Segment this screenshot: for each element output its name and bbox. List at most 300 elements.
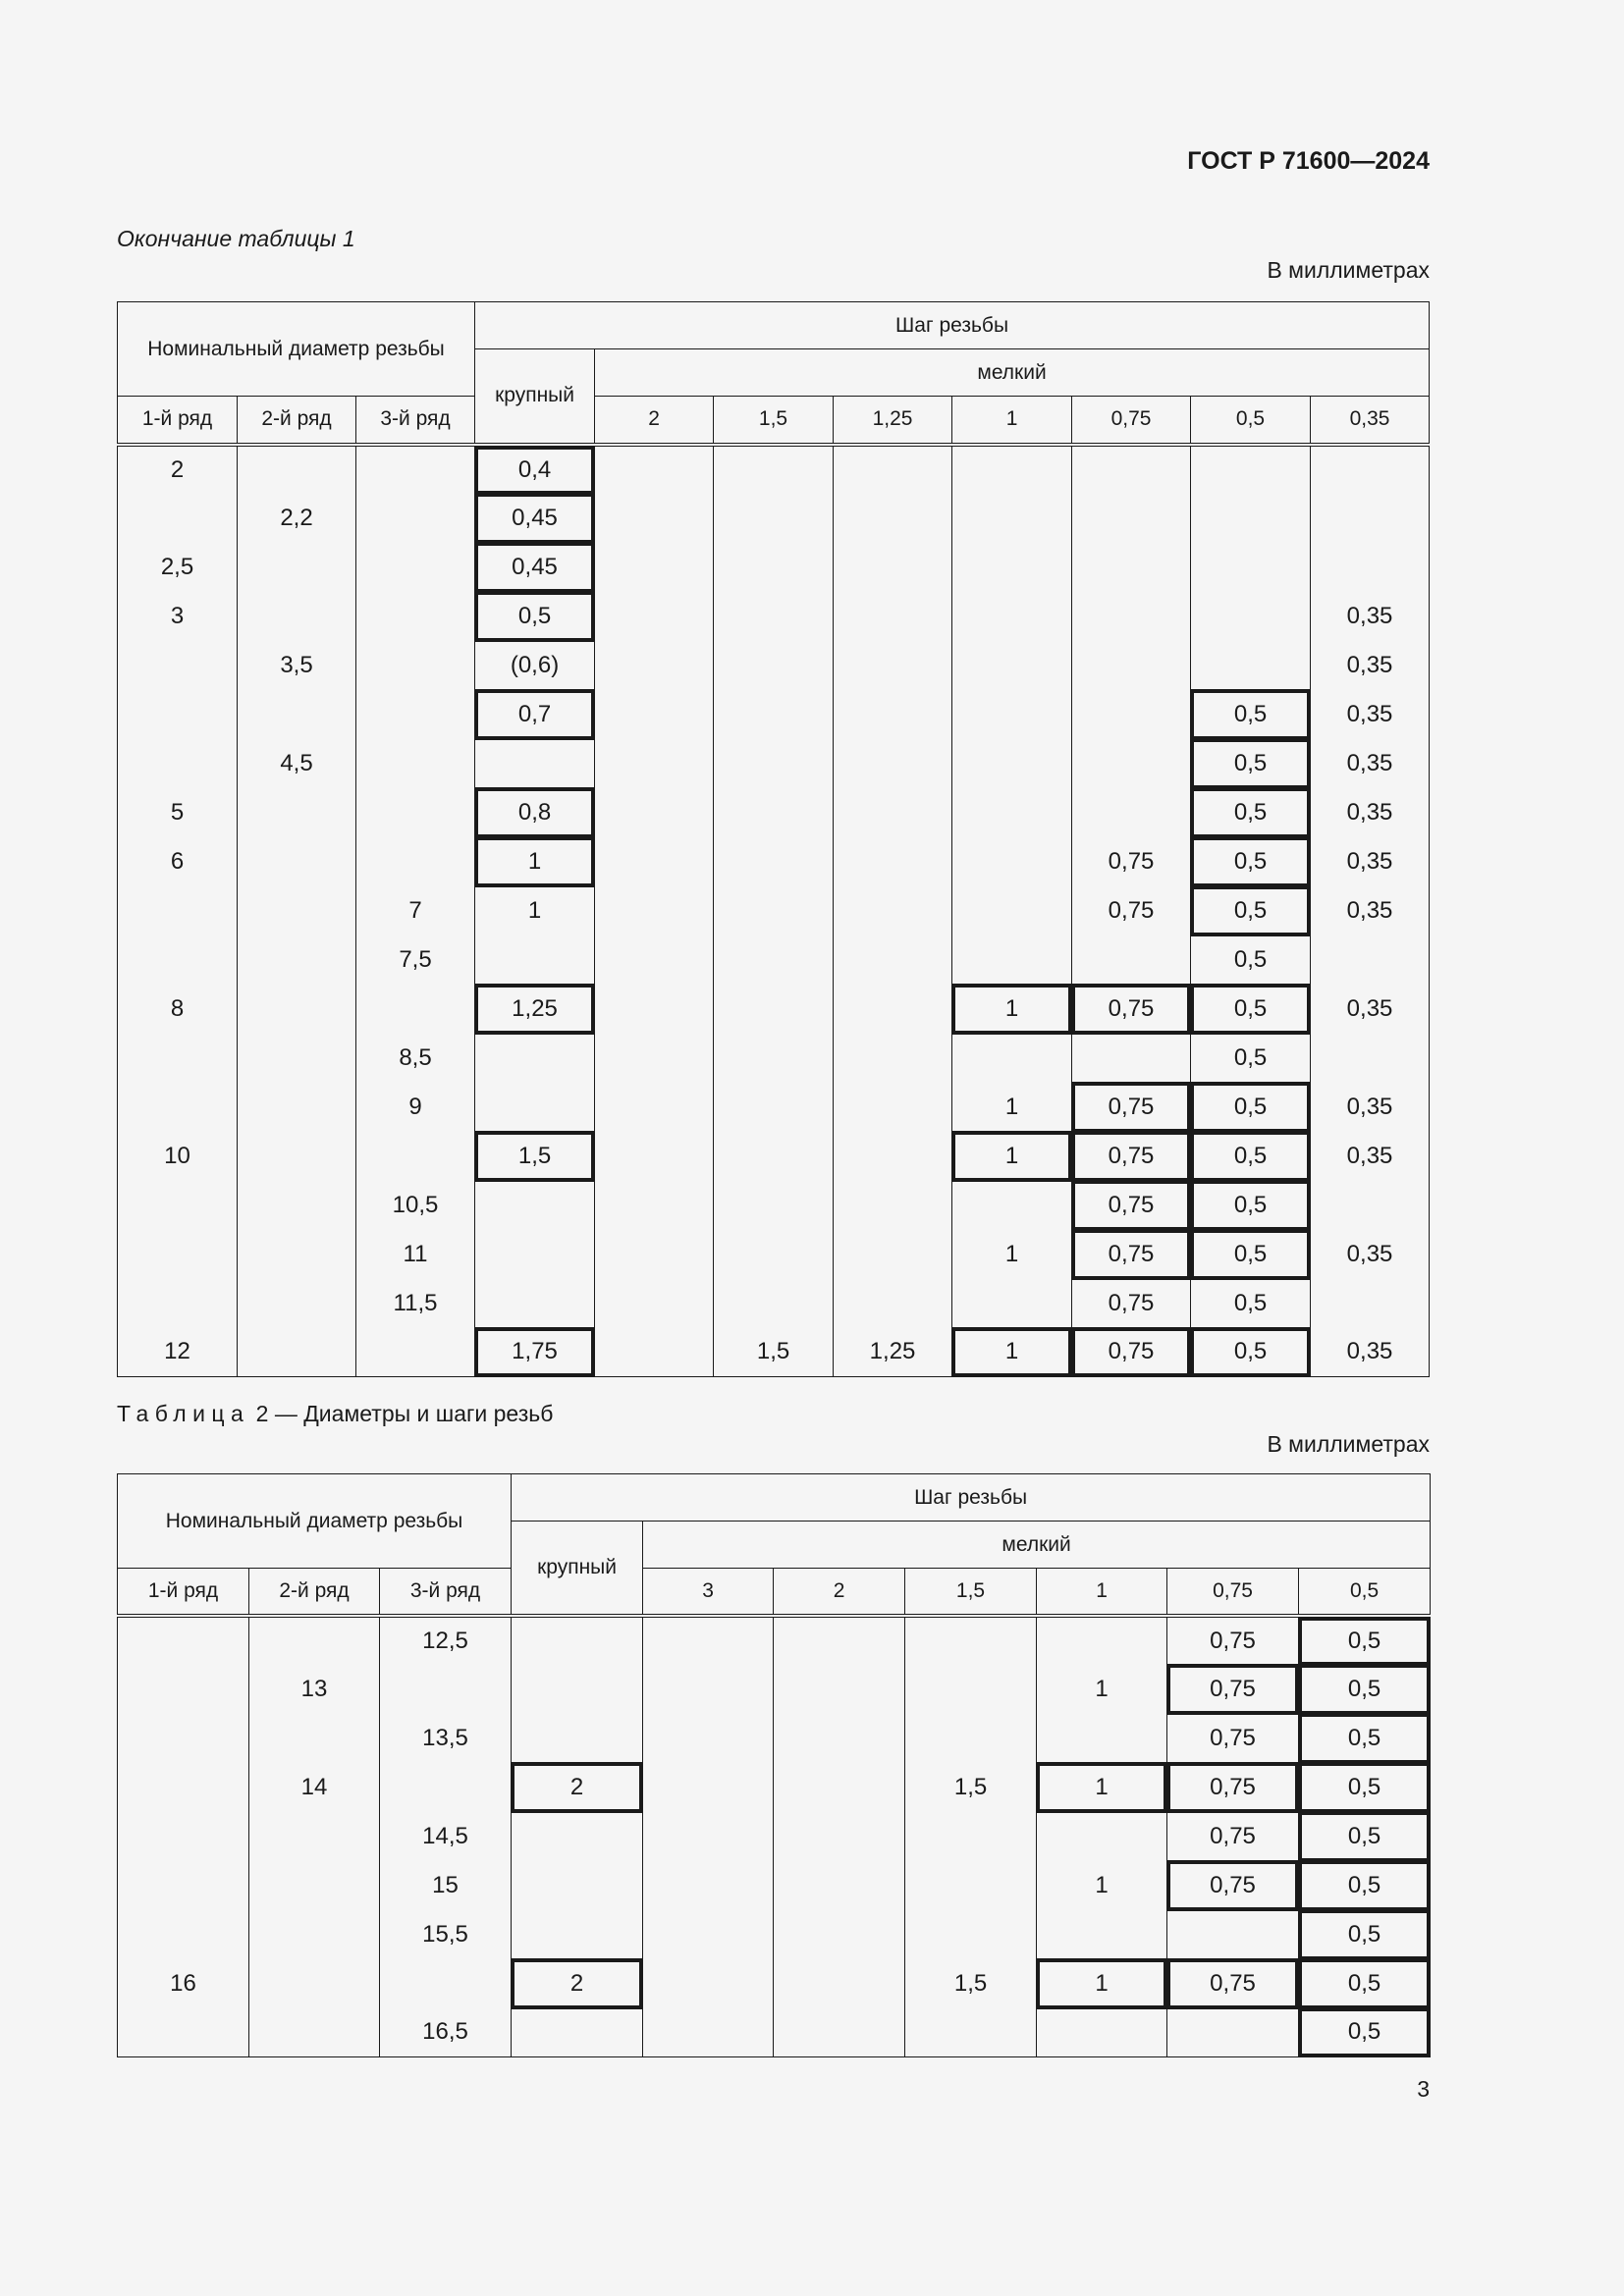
table-cell — [1191, 445, 1311, 494]
table-cell — [1037, 1714, 1167, 1763]
table-row — [118, 985, 1430, 1034]
header-fine-col: 1,25 — [834, 397, 952, 445]
table-cell — [238, 1132, 356, 1181]
table-cell — [952, 1181, 1072, 1230]
table-cell — [952, 788, 1072, 837]
table-row — [118, 1230, 1430, 1279]
table-cell — [643, 1714, 774, 1763]
table-cell: 0,5 — [1191, 985, 1311, 1034]
table-cell — [1072, 1034, 1191, 1083]
table1 — [117, 301, 1430, 1377]
table-row — [118, 1083, 1430, 1132]
header-fine: мелкий — [643, 1522, 1431, 1569]
table-cell — [952, 494, 1072, 543]
header-fine-col: 1 — [952, 397, 1072, 445]
table-cell — [238, 985, 356, 1034]
table-cell — [774, 1616, 905, 1665]
table-cell: 0,5 — [1299, 1861, 1431, 1910]
table-cell: 1,5 — [905, 1959, 1037, 2008]
table-cell — [714, 739, 834, 788]
table-cell — [834, 445, 952, 494]
table-cell — [714, 1279, 834, 1328]
table-cell — [714, 543, 834, 592]
table-cell — [249, 2008, 380, 2057]
header-fine-col: 2 — [774, 1569, 905, 1616]
table-cell — [595, 543, 714, 592]
table-cell — [238, 1181, 356, 1230]
table-cell — [643, 1812, 774, 1861]
table-cell — [1072, 543, 1191, 592]
table-cell — [118, 1279, 238, 1328]
table-row — [118, 1328, 1430, 1377]
table-cell — [1037, 1910, 1167, 1959]
table1-body — [118, 445, 1430, 1377]
table-cell: 0,45 — [475, 494, 595, 543]
table-row — [118, 788, 1430, 837]
table-cell — [1167, 1910, 1299, 1959]
table-cell — [356, 494, 475, 543]
table-cell: 1,25 — [834, 1328, 952, 1377]
table-cell: 1 — [1037, 1861, 1167, 1910]
table-cell — [595, 1132, 714, 1181]
table-cell: 1,5 — [475, 1132, 595, 1181]
table-cell: 1 — [1037, 1763, 1167, 1812]
header-fine-col: 0,5 — [1299, 1569, 1431, 1616]
table-cell — [952, 739, 1072, 788]
table-cell — [1072, 445, 1191, 494]
table-cell — [356, 837, 475, 886]
table-cell: 0,35 — [1311, 641, 1430, 690]
table-cell — [238, 1034, 356, 1083]
table-cell: 0,5 — [1299, 1665, 1431, 1714]
table-cell — [595, 1279, 714, 1328]
table-cell — [238, 543, 356, 592]
table-cell — [834, 592, 952, 641]
table-cell — [952, 445, 1072, 494]
table-cell — [356, 985, 475, 1034]
table-cell — [714, 641, 834, 690]
header-thread-pitch: Шаг резьбы — [475, 302, 1430, 349]
table-cell: 12,5 — [380, 1616, 512, 1665]
table-row — [118, 445, 1430, 494]
table-cell: 0,75 — [1072, 1328, 1191, 1377]
table-cell — [1191, 592, 1311, 641]
table-cell: 0,8 — [475, 788, 595, 837]
header-row-2: 2-й ряд — [249, 1569, 380, 1616]
table-cell: 15,5 — [380, 1910, 512, 1959]
table-cell: (0,6) — [475, 641, 595, 690]
table-row — [118, 1665, 1431, 1714]
table-cell: 0,75 — [1072, 1230, 1191, 1279]
table-cell — [952, 543, 1072, 592]
table-cell — [774, 1714, 905, 1763]
table-cell: 0,4 — [475, 445, 595, 494]
table-cell: 0,5 — [1191, 1181, 1311, 1230]
table-row — [118, 1763, 1431, 1812]
table-cell — [774, 1812, 905, 1861]
table-cell — [643, 1616, 774, 1665]
table-cell — [714, 837, 834, 886]
table-cell: 0,5 — [475, 592, 595, 641]
table-cell — [714, 1083, 834, 1132]
table-cell — [834, 985, 952, 1034]
table1-caption: Окончание таблицы 1 — [117, 226, 355, 251]
table-cell: 0,75 — [1072, 886, 1191, 935]
standard-designation: ГОСТ Р 71600—2024 — [1187, 147, 1430, 175]
table-cell — [118, 886, 238, 935]
table-cell — [714, 494, 834, 543]
table-cell — [595, 641, 714, 690]
table-row — [118, 690, 1430, 739]
table2-units: В миллиметрах — [1267, 1431, 1430, 1457]
header-fine-col: 0,5 — [1191, 397, 1311, 445]
table-cell: 5 — [118, 788, 238, 837]
table-cell: 0,75 — [1167, 1616, 1299, 1665]
table-cell: 10 — [118, 1132, 238, 1181]
table-cell — [475, 739, 595, 788]
table-cell: 0,75 — [1167, 1812, 1299, 1861]
header-fine-col: 1,5 — [905, 1569, 1037, 1616]
table-cell — [118, 1616, 249, 1665]
table-cell — [952, 1034, 1072, 1083]
table-cell — [595, 886, 714, 935]
table-cell: 1,75 — [475, 1328, 595, 1377]
table-cell: 13,5 — [380, 1714, 512, 1763]
table-cell: 2,2 — [238, 494, 356, 543]
table-row — [118, 1812, 1431, 1861]
table-cell — [380, 1763, 512, 1812]
table-cell — [475, 1279, 595, 1328]
table-cell — [512, 1910, 643, 1959]
table-cell: 0,75 — [1072, 1181, 1191, 1230]
table-cell: 0,5 — [1191, 1083, 1311, 1132]
table-cell — [118, 690, 238, 739]
table-cell — [356, 788, 475, 837]
table-row — [118, 494, 1430, 543]
table-cell — [774, 1763, 905, 1812]
table-cell — [356, 543, 475, 592]
table-cell — [238, 1230, 356, 1279]
table-cell — [118, 1910, 249, 1959]
header-fine-col: 2 — [595, 397, 714, 445]
table-row — [118, 1279, 1430, 1328]
table-cell — [512, 1665, 643, 1714]
header-fine-col: 3 — [643, 1569, 774, 1616]
table-cell: 0,5 — [1299, 1616, 1431, 1665]
table-cell — [356, 1132, 475, 1181]
table-cell — [475, 1181, 595, 1230]
table2-caption — [117, 1401, 553, 1427]
table-cell — [238, 1279, 356, 1328]
table-cell — [714, 592, 834, 641]
table-cell — [1072, 690, 1191, 739]
table-cell: 0,35 — [1311, 592, 1430, 641]
table-cell — [356, 1328, 475, 1377]
header-row-1: 1-й ряд — [118, 1569, 249, 1616]
table-cell — [905, 1616, 1037, 1665]
table-cell: 1 — [952, 1230, 1072, 1279]
table-cell: 1,25 — [475, 985, 595, 1034]
table-cell — [1167, 2008, 1299, 2057]
table-cell: 1,5 — [714, 1328, 834, 1377]
table-cell: 0,5 — [1191, 935, 1311, 985]
table-row — [118, 543, 1430, 592]
table-cell — [834, 1034, 952, 1083]
table-cell — [774, 1959, 905, 2008]
table-cell — [595, 739, 714, 788]
table-cell — [595, 1230, 714, 1279]
table-cell — [774, 1861, 905, 1910]
table-cell: 0,5 — [1191, 886, 1311, 935]
table-cell: 0,75 — [1167, 1959, 1299, 2008]
table-cell: 1 — [952, 1132, 1072, 1181]
table-cell — [118, 2008, 249, 2057]
table-cell: 0,35 — [1311, 886, 1430, 935]
table-cell — [714, 985, 834, 1034]
table-cell: 0,5 — [1191, 1034, 1311, 1083]
table-cell: 0,75 — [1072, 1279, 1191, 1328]
table-cell — [380, 1665, 512, 1714]
table-row — [118, 1181, 1430, 1230]
table-cell — [595, 494, 714, 543]
table-cell — [952, 886, 1072, 935]
table-cell: 14,5 — [380, 1812, 512, 1861]
table-cell: 0,35 — [1311, 837, 1430, 886]
table-cell — [118, 739, 238, 788]
table-cell — [714, 1181, 834, 1230]
table-row — [118, 739, 1430, 788]
table-cell — [475, 935, 595, 985]
table-cell — [1311, 1034, 1430, 1083]
header-row-2: 2-й ряд — [238, 397, 356, 445]
table-cell — [643, 1959, 774, 2008]
table-cell — [834, 641, 952, 690]
table-row — [118, 1959, 1431, 2008]
table-cell — [238, 592, 356, 641]
table-cell: 12 — [118, 1328, 238, 1377]
table-cell: 6 — [118, 837, 238, 886]
table-cell — [512, 1861, 643, 1910]
table-cell — [356, 592, 475, 641]
table-cell — [952, 1279, 1072, 1328]
table-cell: 0,5 — [1191, 1230, 1311, 1279]
table-cell: 0,75 — [1167, 1861, 1299, 1910]
header-thread-pitch: Шаг резьбы — [512, 1474, 1431, 1522]
table-cell — [714, 1132, 834, 1181]
header-row-3: 3-й ряд — [380, 1569, 512, 1616]
table-cell — [238, 1328, 356, 1377]
table-cell: 1 — [952, 1328, 1072, 1377]
table-cell — [714, 445, 834, 494]
table-cell — [774, 1910, 905, 1959]
table-cell — [1072, 641, 1191, 690]
table-cell — [1311, 935, 1430, 985]
table-cell — [595, 985, 714, 1034]
table-cell — [714, 1230, 834, 1279]
table-cell — [475, 1034, 595, 1083]
table-cell — [118, 1714, 249, 1763]
table-row — [118, 837, 1430, 886]
header-coarse: крупный — [512, 1522, 643, 1616]
table-cell — [952, 690, 1072, 739]
table-cell — [1037, 1812, 1167, 1861]
table-cell — [643, 1910, 774, 1959]
table-cell — [238, 837, 356, 886]
table-cell — [1072, 935, 1191, 985]
table-cell: 16 — [118, 1959, 249, 2008]
table-cell — [595, 1328, 714, 1377]
table-cell — [249, 1861, 380, 1910]
table-cell — [905, 1910, 1037, 1959]
table2 — [117, 1473, 1431, 2057]
table-cell — [774, 1665, 905, 1714]
table-cell: 3,5 — [238, 641, 356, 690]
table-cell: 0,45 — [475, 543, 595, 592]
table-cell: 4,5 — [238, 739, 356, 788]
table-cell — [118, 494, 238, 543]
table-cell — [714, 935, 834, 985]
table-cell — [834, 935, 952, 985]
table-cell: 0,35 — [1311, 1328, 1430, 1377]
table-cell — [595, 592, 714, 641]
table-cell — [238, 445, 356, 494]
table-cell — [774, 2008, 905, 2057]
table-cell — [249, 1714, 380, 1763]
table-cell — [643, 2008, 774, 2057]
table2-body — [118, 1616, 1431, 2057]
table-cell — [238, 690, 356, 739]
table-cell: 11 — [356, 1230, 475, 1279]
table-cell: 1 — [1037, 1665, 1167, 1714]
table-cell — [595, 1034, 714, 1083]
table-cell — [356, 690, 475, 739]
table-cell — [834, 1083, 952, 1132]
table-cell — [834, 837, 952, 886]
table-row — [118, 886, 1430, 935]
table-cell — [512, 2008, 643, 2057]
table-cell: 9 — [356, 1083, 475, 1132]
table-cell — [643, 1665, 774, 1714]
table-cell — [1191, 543, 1311, 592]
table-cell: 8 — [118, 985, 238, 1034]
table-cell: 15 — [380, 1861, 512, 1910]
table-cell — [118, 1763, 249, 1812]
table-row — [118, 1910, 1431, 1959]
header-nominal-diameter: Номинальный диаметр резьбы — [118, 302, 475, 397]
table-cell: 13 — [249, 1665, 380, 1714]
table-cell — [595, 837, 714, 886]
table-cell — [1072, 592, 1191, 641]
table-row — [118, 1714, 1431, 1763]
table-cell: 0,5 — [1191, 837, 1311, 886]
table-cell — [834, 1181, 952, 1230]
table-cell — [249, 1910, 380, 1959]
header-fine-col: 1 — [1037, 1569, 1167, 1616]
table-cell: 0,5 — [1191, 690, 1311, 739]
table-cell — [714, 690, 834, 739]
table-cell: 0,5 — [1191, 788, 1311, 837]
table-cell: 10,5 — [356, 1181, 475, 1230]
header-fine: мелкий — [595, 349, 1430, 397]
table-cell — [905, 1665, 1037, 1714]
table-cell — [238, 788, 356, 837]
table-row — [118, 1616, 1431, 1665]
table-cell — [834, 788, 952, 837]
table-cell — [118, 1812, 249, 1861]
table-cell: 2 — [118, 445, 238, 494]
table-row — [118, 935, 1430, 985]
table-cell: 0,75 — [1167, 1714, 1299, 1763]
table-row — [118, 2008, 1431, 2057]
table-cell: 0,5 — [1299, 1714, 1431, 1763]
table-cell: 0,5 — [1299, 1763, 1431, 1812]
table-cell — [595, 690, 714, 739]
table-cell: 1 — [952, 1083, 1072, 1132]
table-cell — [952, 641, 1072, 690]
table-row — [118, 1132, 1430, 1181]
table-cell — [952, 837, 1072, 886]
table-cell — [118, 1230, 238, 1279]
table-cell: 7 — [356, 886, 475, 935]
table-cell: 0,5 — [1299, 1812, 1431, 1861]
table2-caption-title: 2 — Диаметры и шаги резьб — [255, 1401, 554, 1426]
table-cell — [714, 1034, 834, 1083]
table-cell — [834, 1279, 952, 1328]
table-cell: 2 — [512, 1763, 643, 1812]
table-cell: 0,75 — [1072, 1132, 1191, 1181]
table-cell: 1,5 — [905, 1763, 1037, 1812]
table-cell: 0,5 — [1191, 739, 1311, 788]
table-cell — [475, 1083, 595, 1132]
table-cell — [1311, 543, 1430, 592]
table-cell — [905, 1714, 1037, 1763]
table-cell — [118, 1861, 249, 1910]
table-cell — [1311, 1181, 1430, 1230]
table-cell — [595, 788, 714, 837]
table-cell — [834, 494, 952, 543]
table-cell: 0,75 — [1072, 1083, 1191, 1132]
table-cell: 0,35 — [1311, 788, 1430, 837]
header-fine-col: 0,35 — [1311, 397, 1430, 445]
table-row — [118, 592, 1430, 641]
header-fine-col: 1,5 — [714, 397, 834, 445]
table-cell — [1072, 788, 1191, 837]
table-cell — [249, 1616, 380, 1665]
table-cell: 0,5 — [1299, 2008, 1431, 2057]
table-cell — [118, 641, 238, 690]
table-cell: 0,35 — [1311, 1132, 1430, 1181]
table-cell — [834, 739, 952, 788]
table2-caption-label: Таблица — [117, 1401, 250, 1426]
table-cell — [1191, 641, 1311, 690]
table-cell: 0,75 — [1072, 985, 1191, 1034]
table-cell — [1311, 445, 1430, 494]
table-cell: 7,5 — [356, 935, 475, 985]
table-cell: 11,5 — [356, 1279, 475, 1328]
table-cell: 0,75 — [1167, 1763, 1299, 1812]
table-cell — [834, 1230, 952, 1279]
table-cell: 0,35 — [1311, 1083, 1430, 1132]
table-cell — [512, 1616, 643, 1665]
table-cell: 2,5 — [118, 543, 238, 592]
table-cell — [595, 1181, 714, 1230]
table-cell — [643, 1861, 774, 1910]
table-cell — [643, 1763, 774, 1812]
table-cell: 14 — [249, 1763, 380, 1812]
table-cell — [249, 1959, 380, 2008]
table-cell — [714, 788, 834, 837]
table-cell — [118, 1665, 249, 1714]
